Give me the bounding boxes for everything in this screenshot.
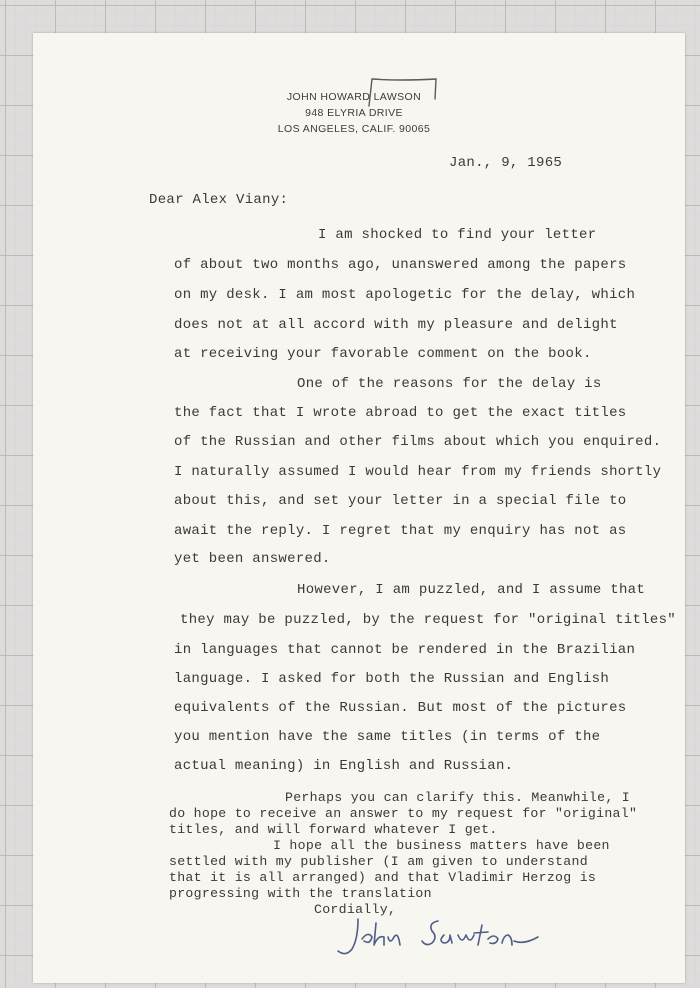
valediction: Cordially,: [314, 902, 397, 917]
body-line: on my desk. I am most apologetic for the delay, which: [174, 287, 636, 303]
letter-sheet: [33, 33, 685, 983]
closing-line: I hope all the business matters have been: [273, 838, 610, 853]
handwritten-mark-icon: [363, 73, 443, 113]
body-line: actual meaning) in English and Russian.: [174, 758, 514, 774]
body-line: language. I asked for both the Russian and English: [174, 671, 610, 687]
body-line: I naturally assumed I would hear from my friends shortly: [174, 464, 662, 480]
closing-line: progressing with the translation: [169, 886, 432, 901]
closing-line: do hope to receive an answer to my request for "original": [169, 806, 638, 821]
body-line: yet been answered.: [174, 551, 331, 567]
body-line: await the reply. I regret that my enquiry has not as: [174, 523, 627, 539]
body-line: the fact that I wrote abroad to get the exact titles: [174, 405, 627, 421]
letterhead-city: LOS ANGELES, CALIF. 90065: [277, 123, 431, 135]
closing-line: that it is all arranged) and that Vladimir Herzog is: [169, 870, 597, 885]
letter-date: Jan., 9, 1965: [449, 155, 563, 171]
closing-line: settled with my publisher (I am given to understand: [169, 854, 588, 869]
letterhead-name: JOHN HOWARD LAWSON: [286, 91, 422, 103]
body-line: equivalents of the Russian. But most of the pictures: [174, 700, 627, 716]
body-line: in languages that cannot be rendered in the Brazilian: [174, 642, 636, 658]
body-line: they may be puzzled, by the request for "original titles": [180, 612, 676, 628]
closing-line: titles, and will forward whatever I get.: [169, 822, 498, 837]
body-line: about this, and set your letter in a special file to: [174, 493, 627, 509]
body-line: However, I am puzzled, and I assume that: [297, 582, 646, 598]
body-line: at receiving your favorable comment on the book.: [174, 346, 592, 362]
closing-line: Perhaps you can clarify this. Meanwhile, I: [285, 790, 630, 805]
salutation: Dear Alex Viany:: [149, 192, 289, 208]
handwritten-signature: [328, 905, 568, 965]
body-line: of the Russian and other films about which you enquired.: [174, 434, 662, 450]
body-line: does not at all accord with my pleasure and delight: [174, 317, 618, 333]
body-line: of about two months ago, unanswered among the papers: [174, 257, 627, 273]
letterhead-street: 948 ELYRIA DRIVE: [305, 107, 403, 119]
body-line: I am shocked to find your letter: [318, 227, 597, 243]
body-line: you mention have the same titles (in terms of the: [174, 729, 601, 745]
body-line: One of the reasons for the delay is: [297, 376, 602, 392]
